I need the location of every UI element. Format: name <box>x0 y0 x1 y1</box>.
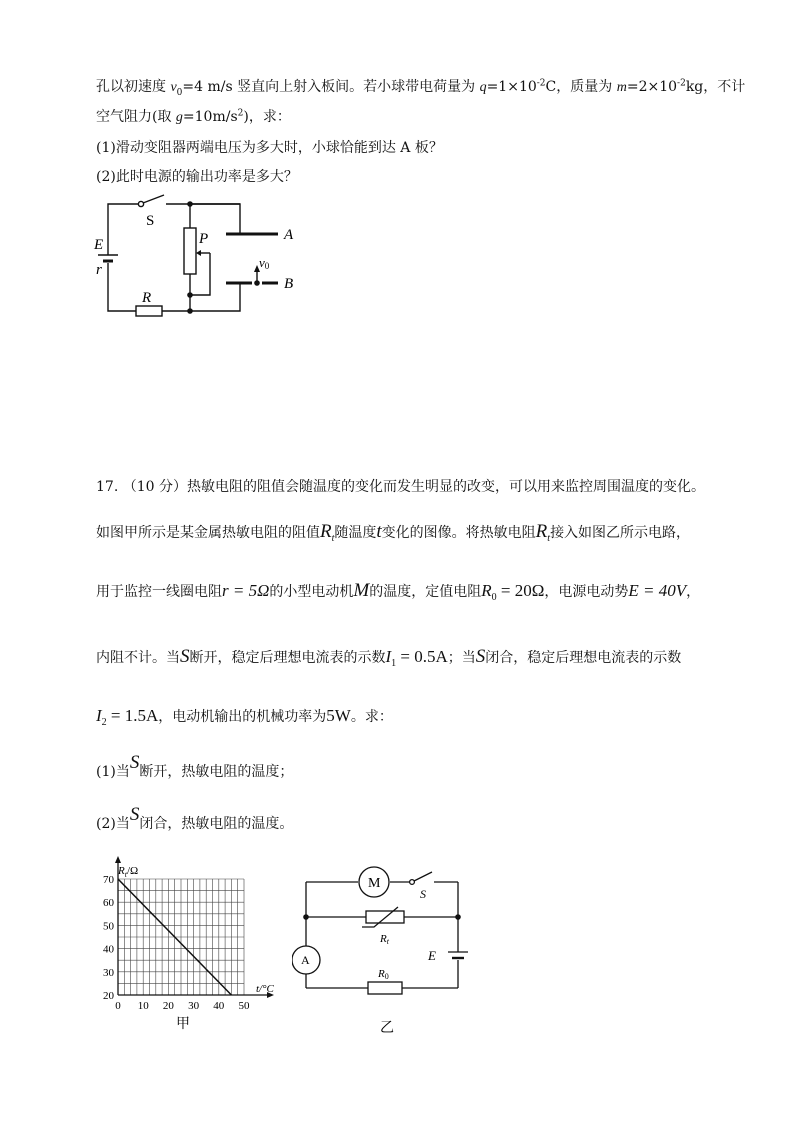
q17-line-3 <box>96 580 700 603</box>
var-s: S <box>129 804 140 825</box>
wire <box>108 204 138 255</box>
x-tick-label: 30 <box>188 1000 200 1012</box>
text: ，电动机输出的机械功率为 <box>158 709 327 725</box>
sup: -2 <box>677 78 686 89</box>
label-e: E <box>428 948 436 963</box>
switch-contact <box>410 880 415 885</box>
text: 用于监控一线圈电阻 <box>96 584 222 600</box>
var-rt: R <box>535 521 548 542</box>
text: (1)当 <box>96 764 130 780</box>
sub: t <box>547 532 551 544</box>
thermistor-mark <box>362 907 398 927</box>
slider-arrowhead <box>196 250 201 256</box>
label-r: R <box>142 290 152 306</box>
q17-sub-1 <box>96 752 294 782</box>
graph-jia <box>92 852 292 1037</box>
sub: t <box>124 870 127 879</box>
var-m: M <box>353 580 370 601</box>
text: 断开，稳定后理想电流表的示数 <box>189 650 386 666</box>
text: 接入如图乙所示电路， <box>550 525 691 541</box>
label-r-internal: r <box>96 262 102 278</box>
q16-sub-2: (2)此时电源的输出功率是多大？ <box>96 169 298 185</box>
text: 的小型电动机 <box>269 584 354 600</box>
motor-label: M <box>368 876 381 891</box>
var-rt: R <box>320 521 332 542</box>
label-a: A <box>284 227 294 243</box>
q16-line-2 <box>96 106 291 126</box>
sub: 0 <box>176 87 183 98</box>
caption-jia: 甲 <box>176 1017 190 1032</box>
sub: t <box>386 937 389 946</box>
text: =2×10 <box>626 79 678 95</box>
label-b: B <box>284 276 294 292</box>
text: 随温度 <box>334 525 377 541</box>
var-t: t <box>376 521 382 542</box>
sup: -2 <box>536 78 546 89</box>
y: R <box>118 865 125 877</box>
text: C，质量为 <box>545 79 617 95</box>
text: 断开，热敏电阻的温度； <box>139 764 294 780</box>
x-tick-label: 20 <box>162 1000 174 1012</box>
wire <box>108 263 136 311</box>
sub: 0 <box>264 261 270 271</box>
q16-circuit-figure <box>86 188 306 323</box>
axes <box>115 856 274 998</box>
junction-dot <box>187 292 193 298</box>
caption-yi: 乙 <box>380 1021 394 1035</box>
wire <box>190 283 240 311</box>
text: )，求： <box>243 109 291 125</box>
text: =1×10 <box>486 79 537 95</box>
ammeter-label: A <box>301 953 310 967</box>
label-v0 <box>259 255 270 271</box>
label-s: S <box>146 213 155 229</box>
value-power: 5W <box>326 706 351 725</box>
math-r: r = 5Ω <box>222 581 270 600</box>
resistor-r <box>136 306 162 316</box>
wire <box>190 204 240 234</box>
ball <box>254 280 260 286</box>
v: v <box>259 255 265 270</box>
text: 闭合，稳定后理想电流表的示数 <box>485 650 682 666</box>
y-tick-label: 40 <box>103 943 114 956</box>
y-tick-label: 60 <box>103 897 114 910</box>
q17-line-5 <box>96 706 393 728</box>
label-e: E <box>94 237 104 253</box>
x-tick-label: 40 <box>213 1000 225 1012</box>
text: 变化的图像。将热敏电阻 <box>381 525 536 541</box>
x-tick-label: 10 <box>137 1000 149 1012</box>
var-g: g <box>175 110 183 125</box>
resistor-r0 <box>368 982 402 994</box>
label-s: S <box>420 887 426 901</box>
y-tick-label: 70 <box>103 874 114 886</box>
text: 如图甲所示是某金属热敏电阻的阻值 <box>96 525 320 541</box>
q17-line-4 <box>96 646 681 669</box>
x-tick-label: 0 <box>115 1000 121 1012</box>
sub: 0 <box>491 591 497 603</box>
var-i2: I <box>96 706 102 725</box>
text: 的温度，定值电阻 <box>369 584 482 600</box>
text: ；当 <box>447 650 476 666</box>
text: 空气阻力(取 <box>96 109 176 125</box>
text: ， <box>686 584 701 600</box>
sub: 2 <box>101 716 107 728</box>
junction-dot <box>303 914 309 920</box>
x-axis-label: t/°C <box>256 983 274 995</box>
q16-sub-1: (1)滑动变阻器两端电压为多大时，小球恰能到达 A 板？ <box>96 140 443 156</box>
var-s: S <box>475 646 486 667</box>
sub: t <box>331 532 335 544</box>
text: 孔以初速度 <box>96 79 171 95</box>
q17-line-2 <box>96 521 690 544</box>
text: ，电源电动势 <box>544 584 629 600</box>
label-r0 <box>377 968 389 981</box>
sup: 2 <box>237 108 244 119</box>
sub: 0 <box>384 972 389 981</box>
var-s: S <box>180 646 190 667</box>
var-m: m <box>616 80 627 95</box>
var-s: S <box>129 752 140 773</box>
switch-contact <box>138 201 143 206</box>
var-v: v <box>170 80 177 95</box>
switch-blade <box>414 872 432 881</box>
var-q: q <box>479 80 487 95</box>
value: = 0.5A <box>396 647 448 666</box>
rheostat <box>184 228 196 274</box>
y-axis-label <box>117 865 138 879</box>
x-tick-label: 50 <box>238 1000 250 1012</box>
circuit-yi <box>292 860 472 1035</box>
q17-sub-2 <box>96 804 294 834</box>
label-rt <box>379 933 390 946</box>
text: kg，不计 <box>685 79 746 95</box>
unit: /Ω <box>126 865 139 877</box>
text: 。求： <box>350 709 393 725</box>
y-tick-label: 50 <box>103 920 114 933</box>
q16-line-1 <box>96 76 745 98</box>
r: R <box>380 933 387 945</box>
value: = 20Ω <box>496 581 545 600</box>
r: R <box>378 968 385 980</box>
text: =4 m/s 竖直向上射入板间。若小球带电荷量为 <box>182 79 480 95</box>
var-r0: R <box>481 581 492 600</box>
text: (2)当 <box>96 816 130 832</box>
math-e: E = 40V <box>628 581 687 600</box>
switch-blade <box>143 195 164 203</box>
sub: 1 <box>391 657 397 669</box>
y-tick-label: 20 <box>103 990 114 1002</box>
junction-dot <box>187 201 193 207</box>
junction-dot <box>187 308 193 314</box>
var-i1: I <box>385 647 392 666</box>
value: = 1.5A <box>106 706 159 725</box>
grid <box>118 879 244 995</box>
text: =10m/s <box>182 109 238 125</box>
q17-header: 17. （10 分）热敏电阻的阻值会随温度的变化而发生明显的改变，可以用来监控周围温度的变化。 <box>96 479 705 495</box>
junction-dot <box>455 914 461 920</box>
text: 内阻不计。当 <box>96 650 180 666</box>
label-p: P <box>199 231 209 247</box>
y-axis-arrow <box>115 856 121 863</box>
text: 闭合，热敏电阻的温度。 <box>139 816 294 832</box>
y-tick-label: 30 <box>103 966 114 979</box>
